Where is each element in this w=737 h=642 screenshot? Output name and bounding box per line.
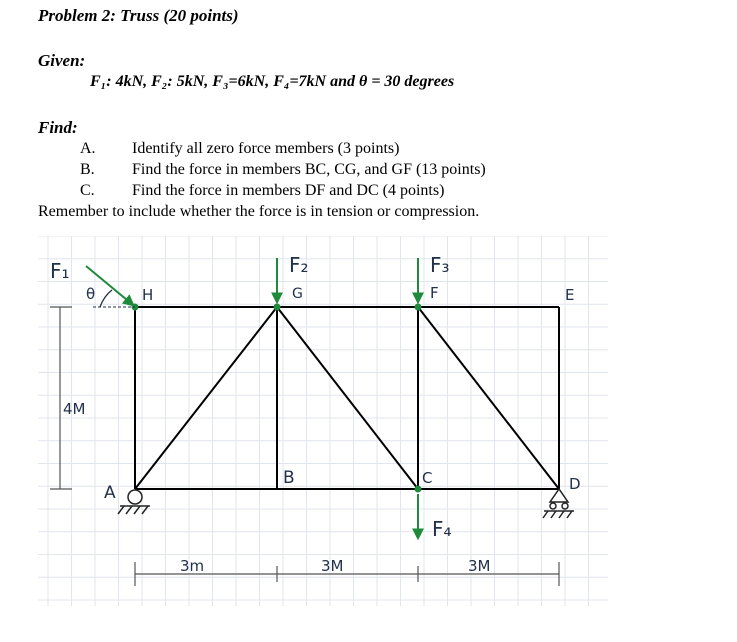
hatch	[567, 511, 572, 518]
node-C-label: C	[422, 469, 433, 487]
pin-support-A	[118, 490, 150, 514]
find-item-text: Find the force in members BC, CG, and GF (13 points)	[132, 161, 486, 178]
truss-members	[135, 307, 559, 489]
force-f2-label: F₂	[289, 253, 309, 277]
find-item-letter: C.	[80, 182, 95, 199]
given-heading: Given:	[38, 51, 86, 70]
dim-height-label: 4M	[63, 400, 86, 418]
dim-span1-label: 3m	[180, 557, 205, 575]
joint-G	[274, 304, 281, 311]
force-f1-label: F₁	[50, 259, 70, 283]
force-f4-label: F₄	[432, 517, 452, 541]
node-H-label: H	[142, 286, 154, 304]
roller-support-D	[543, 489, 574, 518]
member-AG	[135, 307, 277, 489]
dim-span2-label: 3M	[321, 557, 344, 575]
node-A-label: A	[104, 483, 116, 503]
member-FD	[418, 307, 559, 489]
pin-circle	[128, 490, 142, 504]
truss-figure	[38, 236, 618, 616]
theta-label: θ	[86, 285, 96, 303]
hatch	[551, 511, 556, 518]
node-E-label: E	[565, 286, 575, 304]
hatch	[126, 506, 132, 514]
force-f3-label: F₃	[430, 253, 450, 277]
find-item-text: Find the force in members DF and DC (4 points)	[132, 182, 445, 199]
dimension-lines	[50, 307, 559, 586]
hatch	[543, 511, 548, 518]
joint-C	[415, 486, 422, 493]
member-GC	[277, 307, 418, 489]
node-B-label: B	[283, 468, 295, 488]
problem-title: Problem 2: Truss (20 points)	[38, 6, 239, 25]
grid-lines	[38, 236, 608, 606]
given-forces: F₁: 4kN, F₂: 5kN, F₃=6kN, F₄=7kN and θ = 30 degrees	[90, 73, 455, 90]
node-G-label: G	[292, 286, 303, 302]
hatch	[559, 511, 564, 518]
roller-wheel	[550, 503, 556, 509]
node-F-label: F	[430, 284, 439, 302]
hatch	[134, 506, 140, 514]
hatch	[142, 506, 148, 514]
find-item-letter: B.	[80, 161, 95, 178]
node-D-label: D	[569, 475, 581, 493]
reminder-text: Remember to include whether the force is in tension or compression.	[38, 203, 480, 220]
find-item-text: Identify all zero force members (3 points)	[132, 140, 400, 157]
dim-span3-label: 3M	[468, 557, 491, 575]
joint-F	[415, 304, 422, 311]
find-heading: Find:	[38, 118, 78, 137]
find-item-letter: A.	[80, 140, 96, 157]
